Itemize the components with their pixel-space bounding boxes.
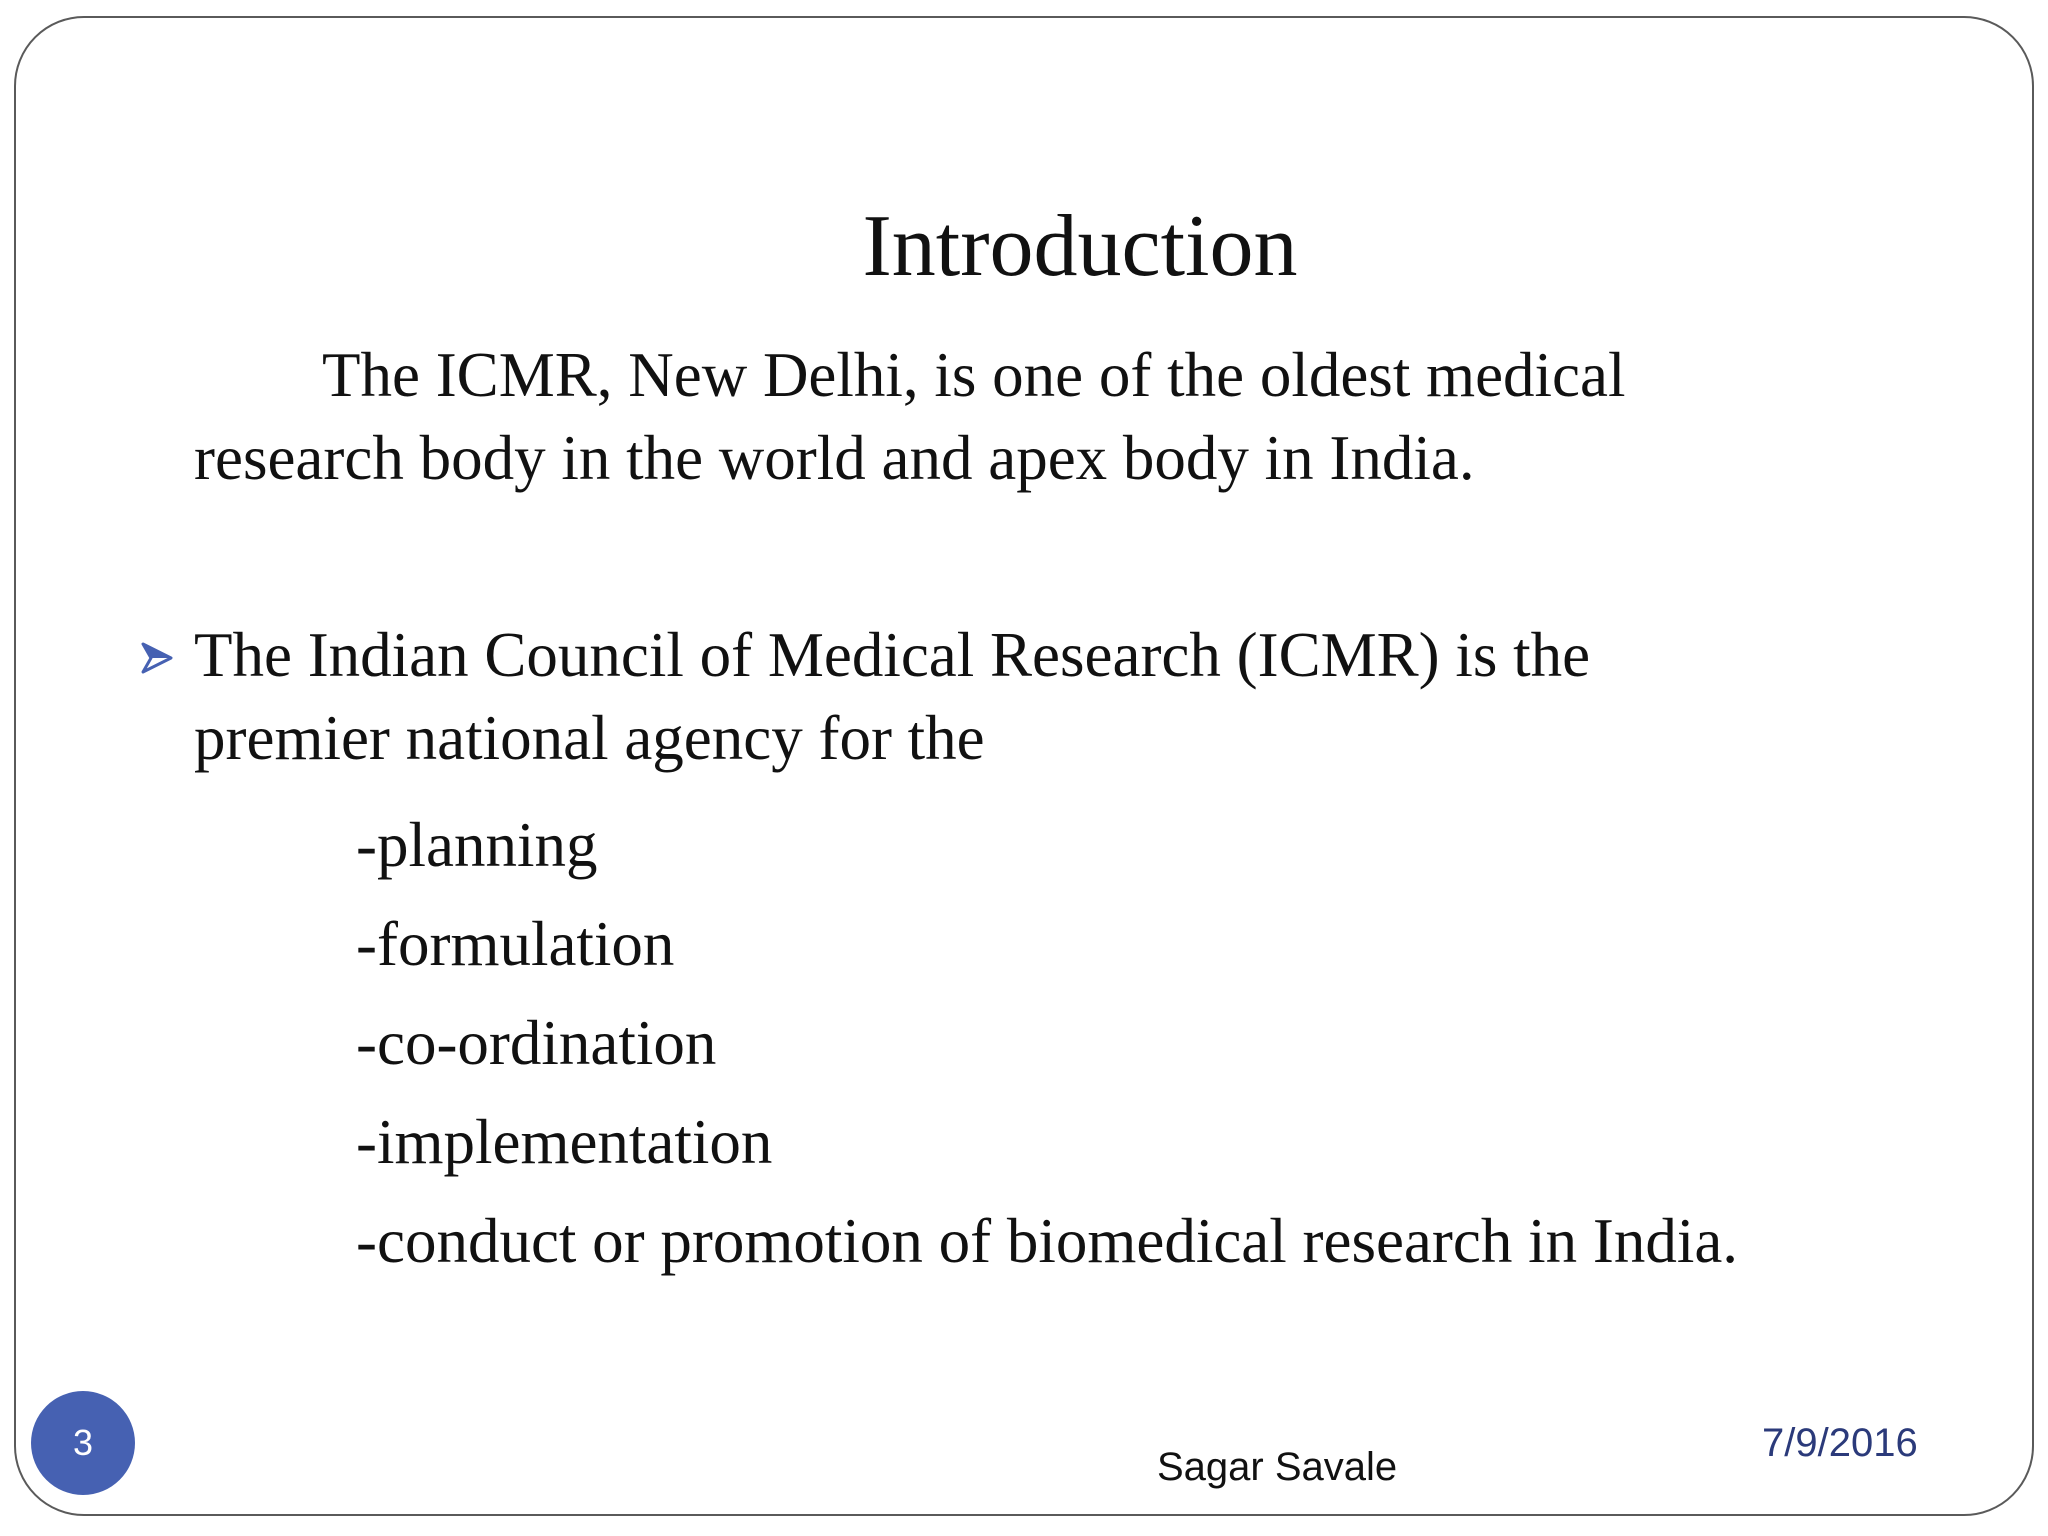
slide-number-badge: 3 <box>31 1391 135 1495</box>
footer-date: 7/9/2016 <box>1762 1421 1918 1465</box>
bullet-text-line-2: premier national agency for the <box>194 703 985 773</box>
arrow-bullet-icon <box>140 641 174 675</box>
intro-text-line-2: research body in the world and apex body in India. <box>194 423 1475 493</box>
sub-item-formulation: -formulation <box>356 909 675 979</box>
slide-title: Introduction <box>862 198 1298 295</box>
bullet-text-line-1: The Indian Council of Medical Research (ICMR) is the <box>194 620 1591 690</box>
sub-item-implementation: -implementation <box>356 1107 773 1177</box>
sub-item-conduct: -conduct or promotion of biomedical research in India. <box>356 1206 1739 1276</box>
sub-item-planning: -planning <box>356 810 598 880</box>
footer-author: Sagar Savale <box>1157 1445 1398 1489</box>
sub-item-list <box>356 796 1738 1291</box>
sub-item-coordination: -co-ordination <box>356 1008 717 1078</box>
intro-text-line-1: The ICMR, New Delhi, is one of the oldest medical <box>322 340 1626 410</box>
